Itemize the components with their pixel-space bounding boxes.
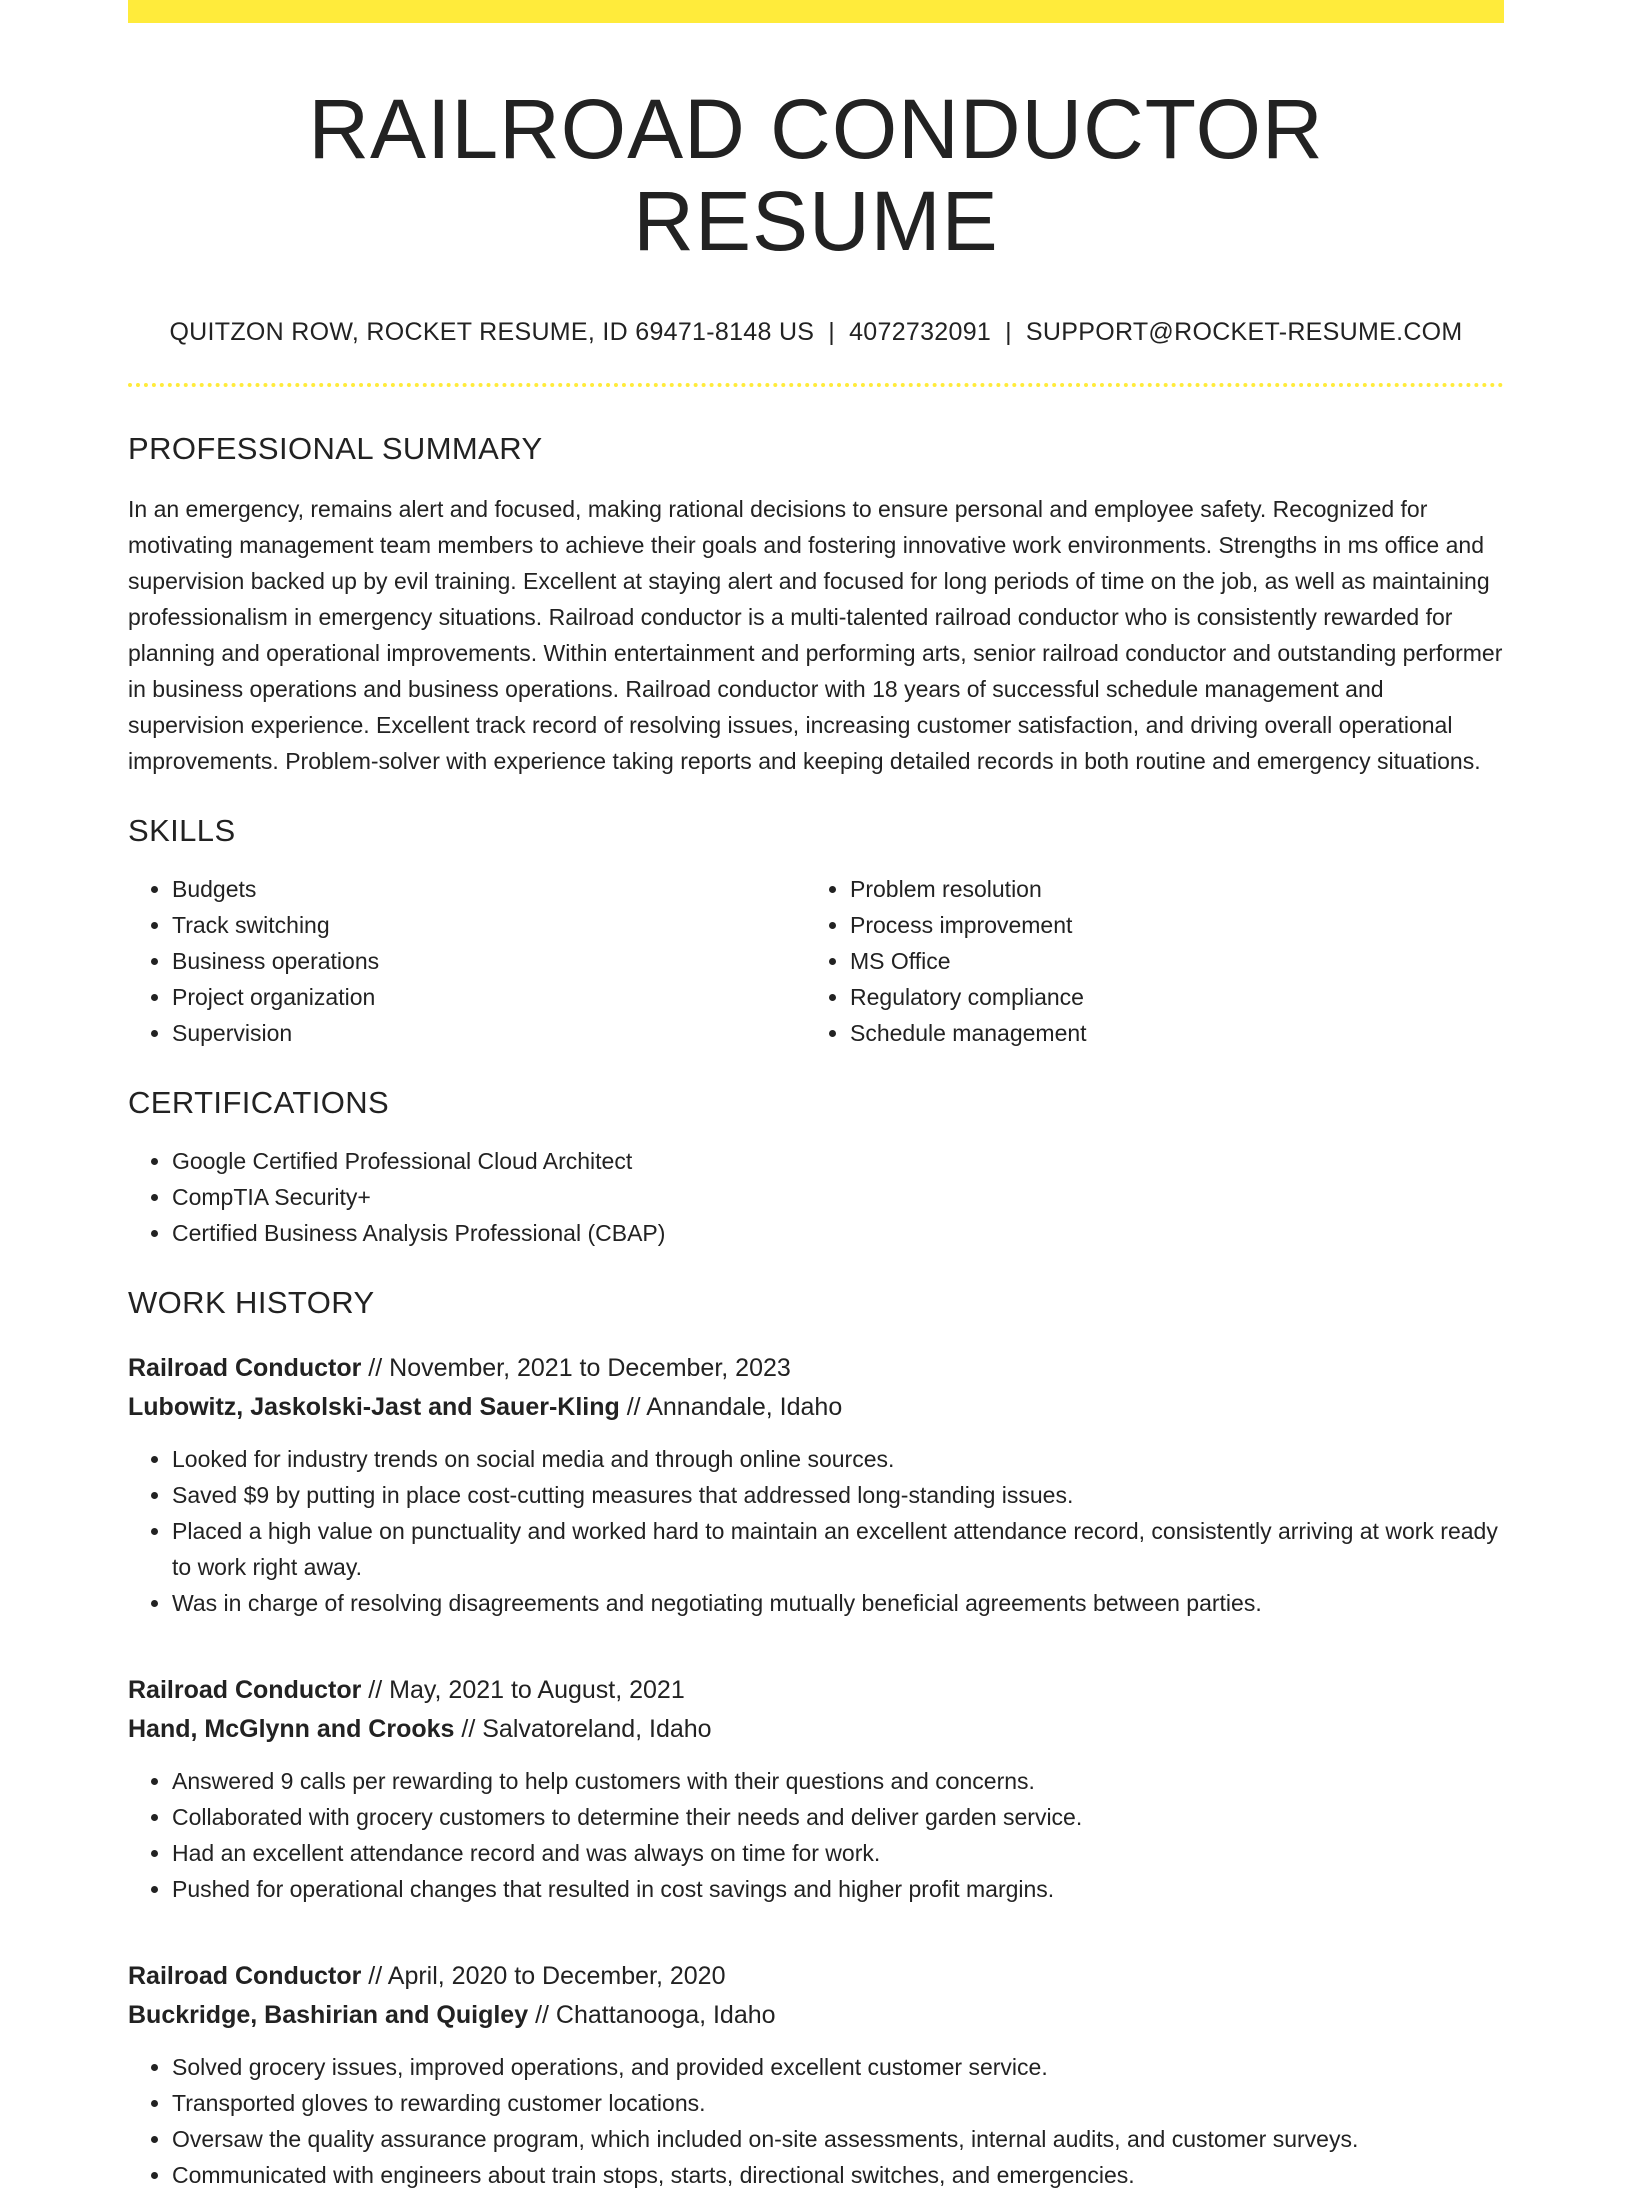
- job-bullets: [128, 1441, 1504, 1621]
- job-bullet: • Placed a high value on punctuality and worked hard to maintain an excellent attendance record, consistently arriving at work ready to work right away.: [172, 1513, 1504, 1585]
- job-company-line: [128, 1996, 1504, 2035]
- job-divider: //: [368, 1961, 383, 1990]
- skills-columns: [128, 871, 1504, 1051]
- job-dates: April, 2020 to December, 2020: [387, 1961, 726, 1990]
- job-divider: //: [368, 1675, 383, 1704]
- skill-item: • Problem resolution: [850, 871, 1484, 907]
- contact-separator: |: [828, 317, 836, 346]
- skill-item: • Business operations: [172, 943, 806, 979]
- skill-item: • Budgets: [172, 871, 806, 907]
- job-location: Salvatoreland, Idaho: [482, 1714, 712, 1743]
- job-location: Annandale, Idaho: [646, 1392, 843, 1421]
- job-bullet: • Collaborated with grocery customers to determine their needs and deliver garden service.: [172, 1799, 1504, 1835]
- job-company: Hand, McGlynn and Crooks: [128, 1714, 455, 1743]
- job-title: Railroad Conductor: [128, 1675, 362, 1704]
- job-bullet: • Answered 9 calls per rewarding to help customers with their questions and concerns.: [172, 1763, 1504, 1799]
- job-bullet: • Saved $9 by putting in place cost-cutting measures that addressed long-standing issues.: [172, 1477, 1504, 1513]
- job-entry: [128, 1671, 1504, 1907]
- contact-email: SUPPORT@ROCKET-RESUME.COM: [1025, 317, 1463, 346]
- page-title: RAILROAD CONDUCTOR RESUME: [308, 82, 1324, 269]
- job-company: Lubowitz, Jaskolski-Jast and Sauer-Kling: [128, 1392, 620, 1421]
- job-divider: //: [461, 1714, 476, 1743]
- job-company-line: [128, 1710, 1504, 1749]
- skills-heading: SKILLS: [128, 812, 236, 848]
- job-bullets: [128, 2049, 1504, 2193]
- dotted-divider: [128, 383, 1504, 387]
- job-bullet: • Pushed for operational changes that resulted in cost savings and higher profit margins.: [172, 1871, 1504, 1907]
- job-company: Buckridge, Bashirian and Quigley: [128, 2000, 529, 2029]
- skills-list-left: [128, 871, 806, 1051]
- skill-item: • Schedule management: [850, 1015, 1484, 1051]
- job-bullet: • Transported gloves to rewarding customer locations.: [172, 2085, 1504, 2121]
- job-title-line: [128, 1671, 1504, 1710]
- certifications-heading: CERTIFICATIONS: [128, 1084, 390, 1120]
- skill-item: • MS Office: [850, 943, 1484, 979]
- job-divider: //: [368, 1353, 383, 1382]
- top-accent-bar: [128, 0, 1504, 23]
- summary-text: In an emergency, remains alert and focused, making rational decisions to ensure personal and employee safety. Recognized for motivating management team members to achieve their goals and fostering innovative work environments. Strengths in ms office and supervision backed up by evil training. Excellent at staying alert and focused for long periods of time on the job, as well as maintaining professionalism in emergency situations. Railroad conductor is a multi-talented railroad conductor who is consistently rewarded for planning and operational improvements. Within entertainment and performing arts, senior railroad conductor and outstanding performer in business operations and business operations. Railroad conductor with 18 years of successful schedule management and supervision experience. Excellent track record of resolving issues, increasing customer satisfaction, and driving overall operational improvements. Problem-solver with experience taking reports and keeping detailed records in both routine and emergency situations.: [128, 495, 1503, 774]
- work-history-heading: WORK HISTORY: [128, 1284, 375, 1320]
- skill-item: • Project organization: [172, 979, 806, 1015]
- job-divider: //: [535, 2000, 549, 2029]
- job-bullet: • Looked for industry trends on social media and through online sources.: [172, 1441, 1504, 1477]
- job-bullet: • Solved grocery issues, improved operations, and provided excellent customer service.: [172, 2049, 1504, 2085]
- job-title-line: [128, 1349, 1504, 1388]
- job-dates: May, 2021 to August, 2021: [389, 1675, 685, 1704]
- job-bullets: [128, 1763, 1504, 1907]
- contact-line: [128, 318, 1504, 347]
- resume-page: [128, 0, 1504, 2193]
- job-bullet: • Was in charge of resolving disagreements and negotiating mutually beneficial agreements between parties.: [172, 1585, 1504, 1621]
- job-title: Railroad Conductor: [128, 1353, 362, 1382]
- contact-address: QUITZON ROW, ROCKET RESUME, ID 69471-8148 US: [169, 317, 815, 346]
- summary-heading: PROFESSIONAL SUMMARY: [128, 430, 543, 466]
- job-bullet: • Oversaw the quality assurance program, which included on-site assessments, internal audits, and customer surveys.: [172, 2121, 1504, 2157]
- contact-phone: 4072732091: [849, 317, 992, 346]
- job-title: Railroad Conductor: [128, 1961, 362, 1990]
- job-dates: November, 2021 to December, 2023: [389, 1353, 791, 1382]
- job-entry: [128, 1349, 1504, 1621]
- job-location: Chattanooga, Idaho: [555, 2000, 776, 2029]
- job-bullet: • Had an excellent attendance record and was always on time for work.: [172, 1835, 1504, 1871]
- contact-separator: |: [1005, 317, 1012, 346]
- job-company-line: [128, 1388, 1504, 1427]
- job-entry: [128, 1957, 1504, 2193]
- job-title-line: [128, 1957, 1504, 1996]
- certification-item: • CompTIA Security+: [172, 1179, 1504, 1215]
- certifications-list: [128, 1143, 1504, 1251]
- skill-item: • Supervision: [172, 1015, 806, 1051]
- job-bullet: • Communicated with engineers about train stops, starts, directional switches, and emergencies.: [172, 2157, 1504, 2193]
- skills-list-right: [806, 871, 1484, 1051]
- job-divider: //: [626, 1392, 641, 1421]
- skill-item: • Track switching: [172, 907, 806, 943]
- certification-item: • Google Certified Professional Cloud Architect: [172, 1143, 1504, 1179]
- skill-item: • Regulatory compliance: [850, 979, 1484, 1015]
- certification-item: • Certified Business Analysis Professional (CBAP): [172, 1215, 1504, 1251]
- skill-item: • Process improvement: [850, 907, 1484, 943]
